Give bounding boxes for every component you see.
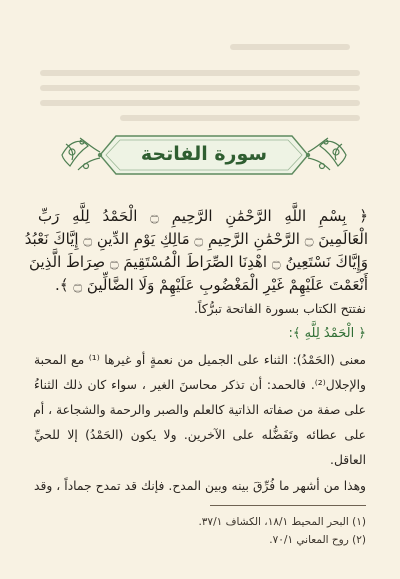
bleed-through-text: [0, 0, 400, 130]
paragraph-line: والإجلال⁽²⁾. فالحمد: أن تذكر محاسنَ الغير ، سواء كان ذلك الثناءُ: [34, 378, 366, 392]
quran-line: الْعَالَمِينَ ۝ الرَّحْمَٰنِ الرَّحِيمِ ۝ مَالِكِ يَوْمِ الدِّينِ ۝ إِيَّاكَ نَعْبُدُ: [24, 230, 368, 248]
paragraph-line: معنى (الحَمْدُ): الثناء على الجميل من نعمةٍ أو غيرها ⁽¹⁾ مع المحبة: [34, 353, 366, 367]
quran-line: وَإِيَّاكَ نَسْتَعِينُ ۝ اهْدِنَا الصِّرَاطَ الْمُسْتَقِيمَ ۝ صِرَاطَ الَّذِينَ: [29, 253, 368, 271]
footnote-2: (٢) روح المعاني ٧٠/١.: [269, 534, 366, 546]
paragraph-line: وهذا من أشهر ما فُرِّقَ بينه وبين المدح. فإنك قد تمدح جماداً ، وقد: [34, 479, 366, 493]
quran-line: ﴿ بِسْمِ اللَّهِ الرَّحْمَٰنِ الرَّحِيمِ ۝ الْحَمْدُ لِلَّهِ رَبِّ: [38, 207, 368, 225]
quran-verses: [24, 205, 368, 297]
paragraph-meaning: [34, 348, 366, 473]
surah-title-banner: [56, 130, 352, 180]
footnote-1: (١) البحر المحيط ١٨/١، الكشاف ٣٧/١.: [198, 516, 366, 528]
opening-line: نفتتح الكتاب بسورة الفاتحة تبرُّكاً.: [193, 301, 366, 316]
paragraph-line: على عطائه وتَفَضُّله على الآخرين. ولا يكون (الحَمْدُ) إلا للحيِّ: [34, 428, 366, 442]
footnote-divider: [210, 505, 366, 506]
verse-quote: ﴿ الْحَمْدُ لِلَّهِ ﴾:: [288, 326, 366, 341]
paragraph-difference: [34, 474, 366, 499]
quran-line: أَنْعَمْتَ عَلَيْهِمْ غَيْرِ الْمَغْضُوبِ عَلَيْهِمْ وَلَا الضَّالِّينَ ۝ ﴾.: [55, 276, 368, 294]
paragraph-line: على صفة من صفاته الذاتية كالعلم والصبر والرحمة والشجاعة ، أم: [33, 403, 366, 417]
surah-title: سورة الفاتحة: [140, 143, 268, 165]
paragraph-line: العاقل.: [330, 453, 366, 467]
